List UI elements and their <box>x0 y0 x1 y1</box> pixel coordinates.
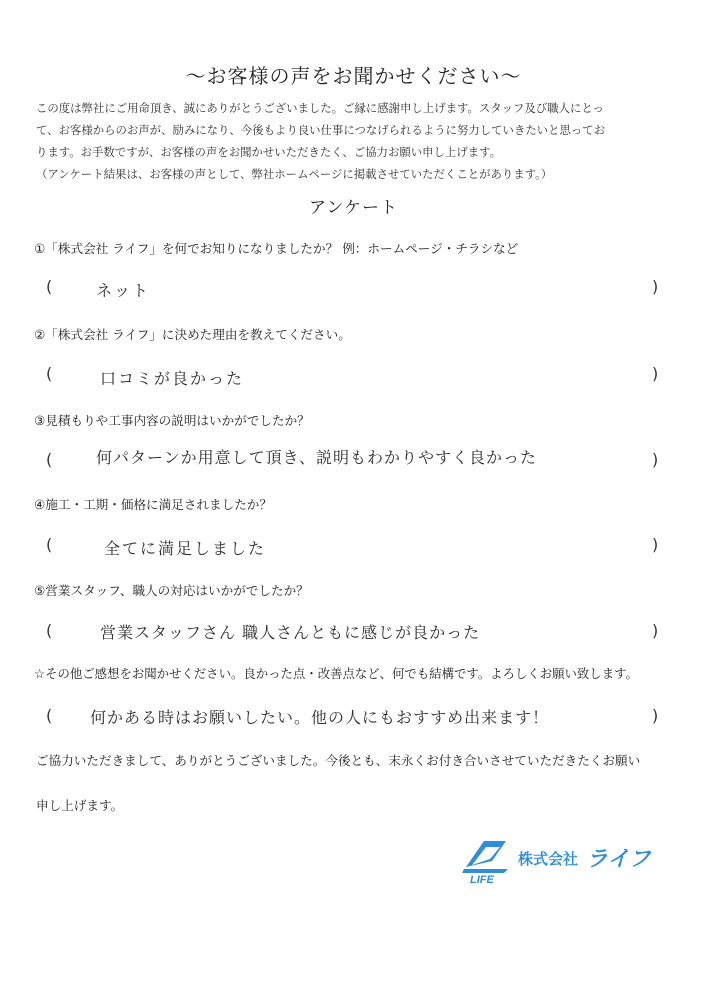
question-1: ①「株式会社 ライフ」を何でお知りになりましたか？ 例：ホームページ・チラシなど <box>34 241 519 256</box>
intro-line: て、お客様からのお声が、励みになり、今後もより良い仕事につなげられるように努力していきたいと思ってお <box>36 123 606 137</box>
question-3: ③見積もりや工事内容の説明はいかがでしたか？ <box>34 413 310 428</box>
paren-close: ) <box>652 706 659 725</box>
paren-open: ( <box>46 706 53 725</box>
intro-paragraph <box>36 97 676 185</box>
paren-close: ) <box>652 277 659 296</box>
question-4: ④施工・工期・価格に満足されましたか？ <box>34 497 272 512</box>
paren-close: ) <box>652 364 659 383</box>
answer-2: 口コミが良かった <box>100 369 245 388</box>
survey-heading: アンケート <box>309 198 398 218</box>
intro-line: ります。お手数ですが、お客様の声をお聞かせいただきたく、ご協力お願い申し上げます。 <box>36 145 501 159</box>
logo-company: 株式会社 <box>518 850 579 868</box>
answer-3: 何パターンか用意して頂き、説明もわかりやすく良かった <box>96 448 538 467</box>
paren-close: ) <box>652 450 659 469</box>
life-logo-mark-icon <box>462 835 672 885</box>
logo-name: ライフ <box>586 847 651 872</box>
paren-open: ( <box>46 450 53 469</box>
answer-other: 何かある時はお願いしたい。他の人にもおすすめ出来ます！ <box>90 708 550 727</box>
question-2: ②「株式会社 ライフ」に決めた理由を教えてください。 <box>34 327 351 342</box>
closing-line-2: 申し上げます。 <box>36 798 124 813</box>
intro-line: この度は弊社にご用命頂き、誠にありがとうございました。ご縁に感謝申し上げます。スタッフ及び職人にとっ <box>36 101 604 115</box>
paren-open: ( <box>46 277 53 296</box>
answer-4: 全てに満足しました <box>104 539 267 558</box>
paren-open: ( <box>46 364 53 383</box>
company-logo <box>462 835 672 889</box>
paren-open: ( <box>46 621 53 640</box>
paren-close: ) <box>652 621 659 640</box>
answer-1: ネット <box>96 281 151 300</box>
paren-close: ) <box>652 535 659 554</box>
paren-open: ( <box>46 535 53 554</box>
logo-mark-text: LIFE <box>470 874 494 885</box>
question-5: ⑤営業スタッフ、職人の対応はいかがでしたか？ <box>34 583 309 598</box>
question-other: ☆その他ご感想をお聞かせください。良かった点・改善点など、何でも結構です。よろしくお願い致します。 <box>34 666 638 681</box>
survey-title: 〜お客様の声をお聞かせください〜 <box>185 64 522 88</box>
answer-5: 営業スタッフさん 職人さんともに感じが良かった <box>100 623 481 642</box>
closing-line-1: ご協力いただきまして、ありがとうございました。今後とも、末永くお付き合いさせていただきたくお願い <box>36 753 641 768</box>
intro-line: （アンケート結果は、お客様の声として、弊社ホームページに掲載させていただくことがあります。） <box>36 167 553 181</box>
